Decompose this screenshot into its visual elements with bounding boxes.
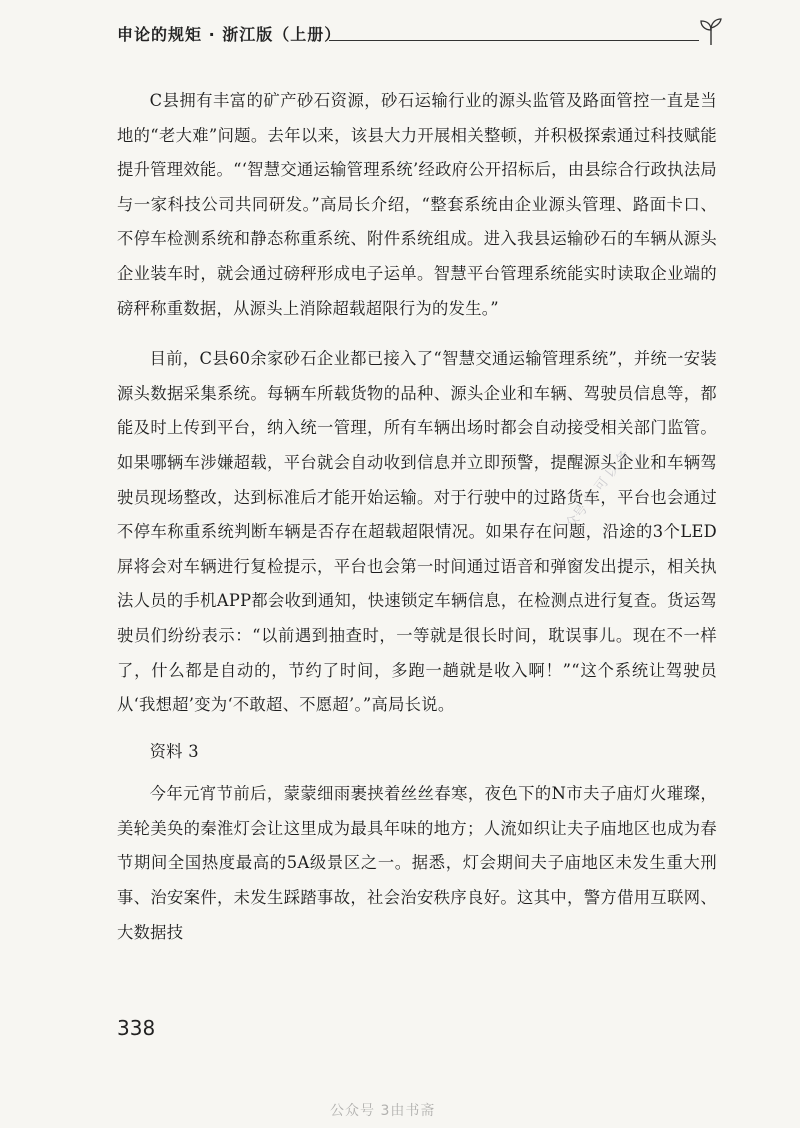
page-header xyxy=(117,18,717,48)
sprout-icon xyxy=(699,18,723,46)
main-content xyxy=(117,84,717,950)
paragraph-3: 今年元宵节前后，蒙蒙细雨裹挟着丝丝春寒，夜色下的N市夫子庙灯火璀璨，美轮美奂的秦淮灯会让这里成为最具年味的地方；人流如织让夫子庙地区也成为春节期间全国热度最高的5A级景区之一。据悉，灯会期间夫子庙地区未发生重大刑事、治安案件，未发生踩踏事故，社会治安秩序良好。这其中，警方借用互联网、大数据技 xyxy=(117,784,717,942)
header-rule xyxy=(329,40,699,41)
page-number: 338 xyxy=(117,1016,156,1040)
paragraph-1: C县拥有丰富的矿产砂石资源，砂石运输行业的源头监管及路面管控一直是当地的“老大难”问题。去年以来，该县大力开展相关整顿，并积极探索通过科技赋能提升管理效能。“‘智慧交通运输管理系统’经政府公开招标后，由县综合行政执法局与一家科技公司共同研发。”高局长介绍，“整套系统由企业源头管理、路面卡口、不停车检测系统和静态称重系统、附件系统组成。进入我县运输砂石的车辆从源头企业装车时，就会通过磅秤形成电子运单。智慧平台管理系统能实时读取企业端的磅秤称重数据，从源头上消除超载超限行为的发生。” xyxy=(117,91,717,318)
section-label: 资料 3 xyxy=(149,741,199,761)
running-head-title: 申论的规矩 · 浙江版（上册） xyxy=(117,25,342,44)
bottom-watermark: 公众号 3由书斋 xyxy=(330,1103,436,1119)
paragraph-2: 目前，C县60余家砂石企业都已接入了“智慧交通运输管理系统”，并统一安装源头数据采集系统。每辆车所载货物的品种、源头企业和车辆、驾驶员信息等，都能及时上传到平台，纳入统一管理，所有车辆出场时都会自动接受相关部门监管。如果哪辆车涉嫌超载，平台就会自动收到信息并立即预警，提醒源头企业和车辆驾驶员现场整改，达到标准后才能开始运输。对于行驶中的过路货车，平台也会通过不停车称重系统判断车辆是否存在超载超限情况。如果存在问题，沿途的3个LED屏将会对车辆进行复检提示，平台也会第一时间通过语音和弹窗发出提示，相关执法人员的手机APP都会收到通知，快速锁定车辆信息，在检测点进行复查。货运驾驶员们纷纷表示：“以前遇到抽查时，一等就是很长时间，耽误事儿。现在不一样了，什么都是自动的，节约了时间，多跑一趟就是收入啊！”“这个系统让驾驶员从‘我想超’变为‘不敢超、不愿超’。”高局长说。 xyxy=(117,349,717,715)
diagonal-watermark: 众号 优 可 以 备 xyxy=(563,447,634,532)
